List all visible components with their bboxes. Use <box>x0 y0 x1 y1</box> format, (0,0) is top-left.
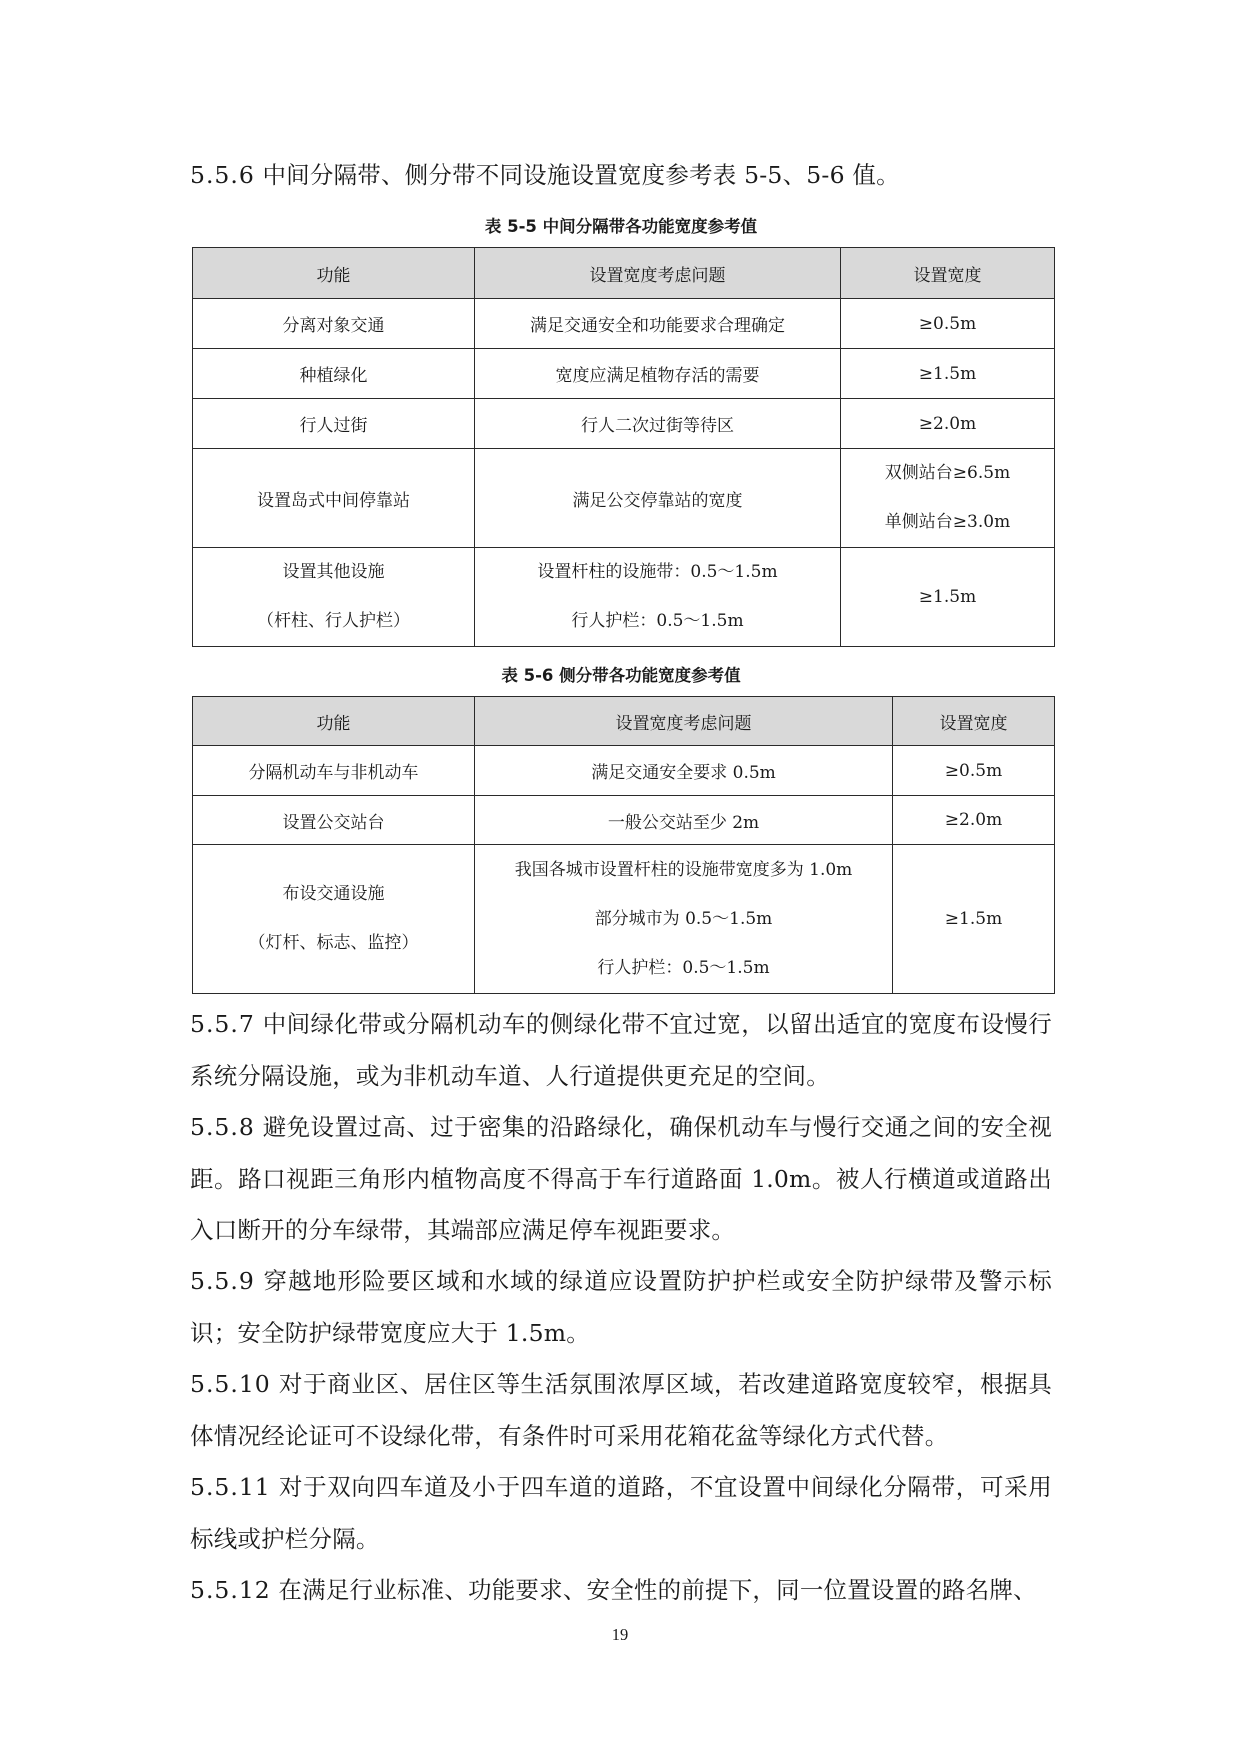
table-row <box>193 746 1055 796</box>
cell-issue: 宽度应满足植物存活的需要 <box>475 349 841 399</box>
table-5-6-caption: 表 5-6 侧分带各功能宽度参考值 <box>501 666 741 685</box>
cell-issue-line: 设置杆柱的设施带：0.5～1.5m <box>537 562 778 582</box>
cell-function-line: 布设交通设施 <box>282 884 385 904</box>
clause-number: 5.5.7 <box>190 1010 255 1038</box>
clause-text: 穿越地形险要区域和水域的绿道应设置防护护栏或安全防护绿带及警示标识；安全防护绿带宽度应大于 1.5m。 <box>190 1267 1053 1347</box>
cell-issue: 满足交通安全和功能要求合理确定 <box>475 299 841 349</box>
cell-issue-line: 行人护栏：0.5～1.5m <box>571 611 744 631</box>
cell-issue-line: 部分城市为 0.5～1.5m <box>594 908 773 929</box>
table-row <box>193 796 1055 845</box>
cell-function: 分离对象交通 <box>193 299 475 349</box>
table-row <box>193 548 1055 647</box>
table-row <box>193 449 1055 548</box>
cell-issue: 满足公交停靠站的宽度 <box>475 449 841 548</box>
clause-number: 5.5.10 <box>190 1370 271 1398</box>
cell-function <box>193 845 475 994</box>
cell-function-line: （灯杆、标志、监控） <box>248 933 419 953</box>
table-header-row <box>193 248 1055 299</box>
cell-width: ≥2.0m <box>841 399 1055 449</box>
clause-text: 中间分隔带、侧分带不同设施设置宽度参考表 5-5、5-6 值。 <box>262 161 900 189</box>
cell-function-line: 设置其他设施 <box>282 562 385 582</box>
header-function: 功能 <box>193 697 475 746</box>
paragraph-5-5-11 <box>190 1462 1052 1565</box>
table-header-row <box>193 697 1055 746</box>
clause-text: 对于商业区、居住区等生活氛围浓厚区域，若改建道路宽度较窄，根据具体情况经论证可不设绿化带，有条件时可采用花箱花盆等绿化方式代替。 <box>190 1370 1053 1450</box>
clause-text: 在满足行业标准、功能要求、安全性的前提下，同一位置设置的路名牌、 <box>278 1576 1037 1604</box>
cell-width <box>841 449 1055 548</box>
page-number: 19 <box>611 1625 629 1644</box>
clause-number: 5.5.11 <box>190 1473 271 1501</box>
cell-function <box>193 548 475 647</box>
header-width: 设置宽度 <box>893 697 1055 746</box>
clause-text: 避免设置过高、过于密集的沿路绿化，确保机动车与慢行交通之间的安全视距。路口视距三角形内植物高度不得高于车行道路面 1.0m。被人行横道或道路出入口断开的分车绿带，其端部应满足停车视距要求。 <box>190 1113 1052 1244</box>
cell-width: ≥1.5m <box>841 349 1055 399</box>
cell-function: 分隔机动车与非机动车 <box>193 746 475 796</box>
cell-width: ≥0.5m <box>893 746 1055 796</box>
cell-width: ≥1.5m <box>841 548 1055 647</box>
cell-issue-line: 行人护栏：0.5～1.5m <box>597 957 770 978</box>
cell-function: 行人过街 <box>193 399 475 449</box>
header-function: 功能 <box>193 248 475 299</box>
cell-function: 设置岛式中间停靠站 <box>193 449 475 548</box>
cell-issue <box>475 845 893 994</box>
clause-number: 5.5.6 <box>190 161 255 189</box>
clause-text: 中间绿化带或分隔机动车的侧绿化带不宜过宽，以留出适宜的宽度布设慢行系统分隔设施，或为非机动车道、人行道提供更充足的空间。 <box>190 1010 1052 1090</box>
cell-width: ≥0.5m <box>841 299 1055 349</box>
cell-issue: 行人二次过街等待区 <box>475 399 841 449</box>
clause-number: 5.5.12 <box>190 1576 271 1604</box>
paragraph-5-5-6 <box>190 150 1052 202</box>
cell-width-line: 双侧站台≥6.5m <box>884 463 1011 483</box>
clause-text: 对于双向四车道及小于四车道的道路，不宜设置中间绿化分隔带，可采用标线或护栏分隔。 <box>190 1473 1053 1553</box>
table-row <box>193 299 1055 349</box>
cell-issue: 一般公交站至少 2m <box>475 796 893 845</box>
cell-issue <box>475 548 841 647</box>
header-issue: 设置宽度考虑问题 <box>475 248 841 299</box>
cell-function: 设置公交站台 <box>193 796 475 845</box>
clause-number: 5.5.9 <box>190 1267 255 1295</box>
cell-function: 种植绿化 <box>193 349 475 399</box>
paragraph-5-5-8 <box>190 1102 1052 1257</box>
table-5-5 <box>192 247 1055 647</box>
table-5-5-caption: 表 5-5 中间分隔带各功能宽度参考值 <box>484 217 758 236</box>
table-row <box>193 845 1055 994</box>
table-5-6 <box>192 696 1055 994</box>
cell-width: ≥2.0m <box>893 796 1055 845</box>
clause-number: 5.5.8 <box>190 1113 255 1141</box>
cell-issue: 满足交通安全要求 0.5m <box>475 746 893 796</box>
paragraph-5-5-10 <box>190 1359 1052 1462</box>
paragraph-5-5-7 <box>190 999 1052 1102</box>
header-width: 设置宽度 <box>841 248 1055 299</box>
cell-function-line: （杆柱、行人护栏） <box>257 611 410 631</box>
table-row <box>193 349 1055 399</box>
header-issue: 设置宽度考虑问题 <box>475 697 893 746</box>
cell-width: ≥1.5m <box>893 845 1055 994</box>
cell-issue-line: 我国各城市设置杆柱的设施带宽度多为 1.0m <box>514 859 853 880</box>
table-row <box>193 399 1055 449</box>
cell-width-line: 单侧站台≥3.0m <box>884 512 1011 532</box>
paragraph-5-5-12 <box>190 1565 1052 1617</box>
paragraph-5-5-9 <box>190 1256 1052 1359</box>
